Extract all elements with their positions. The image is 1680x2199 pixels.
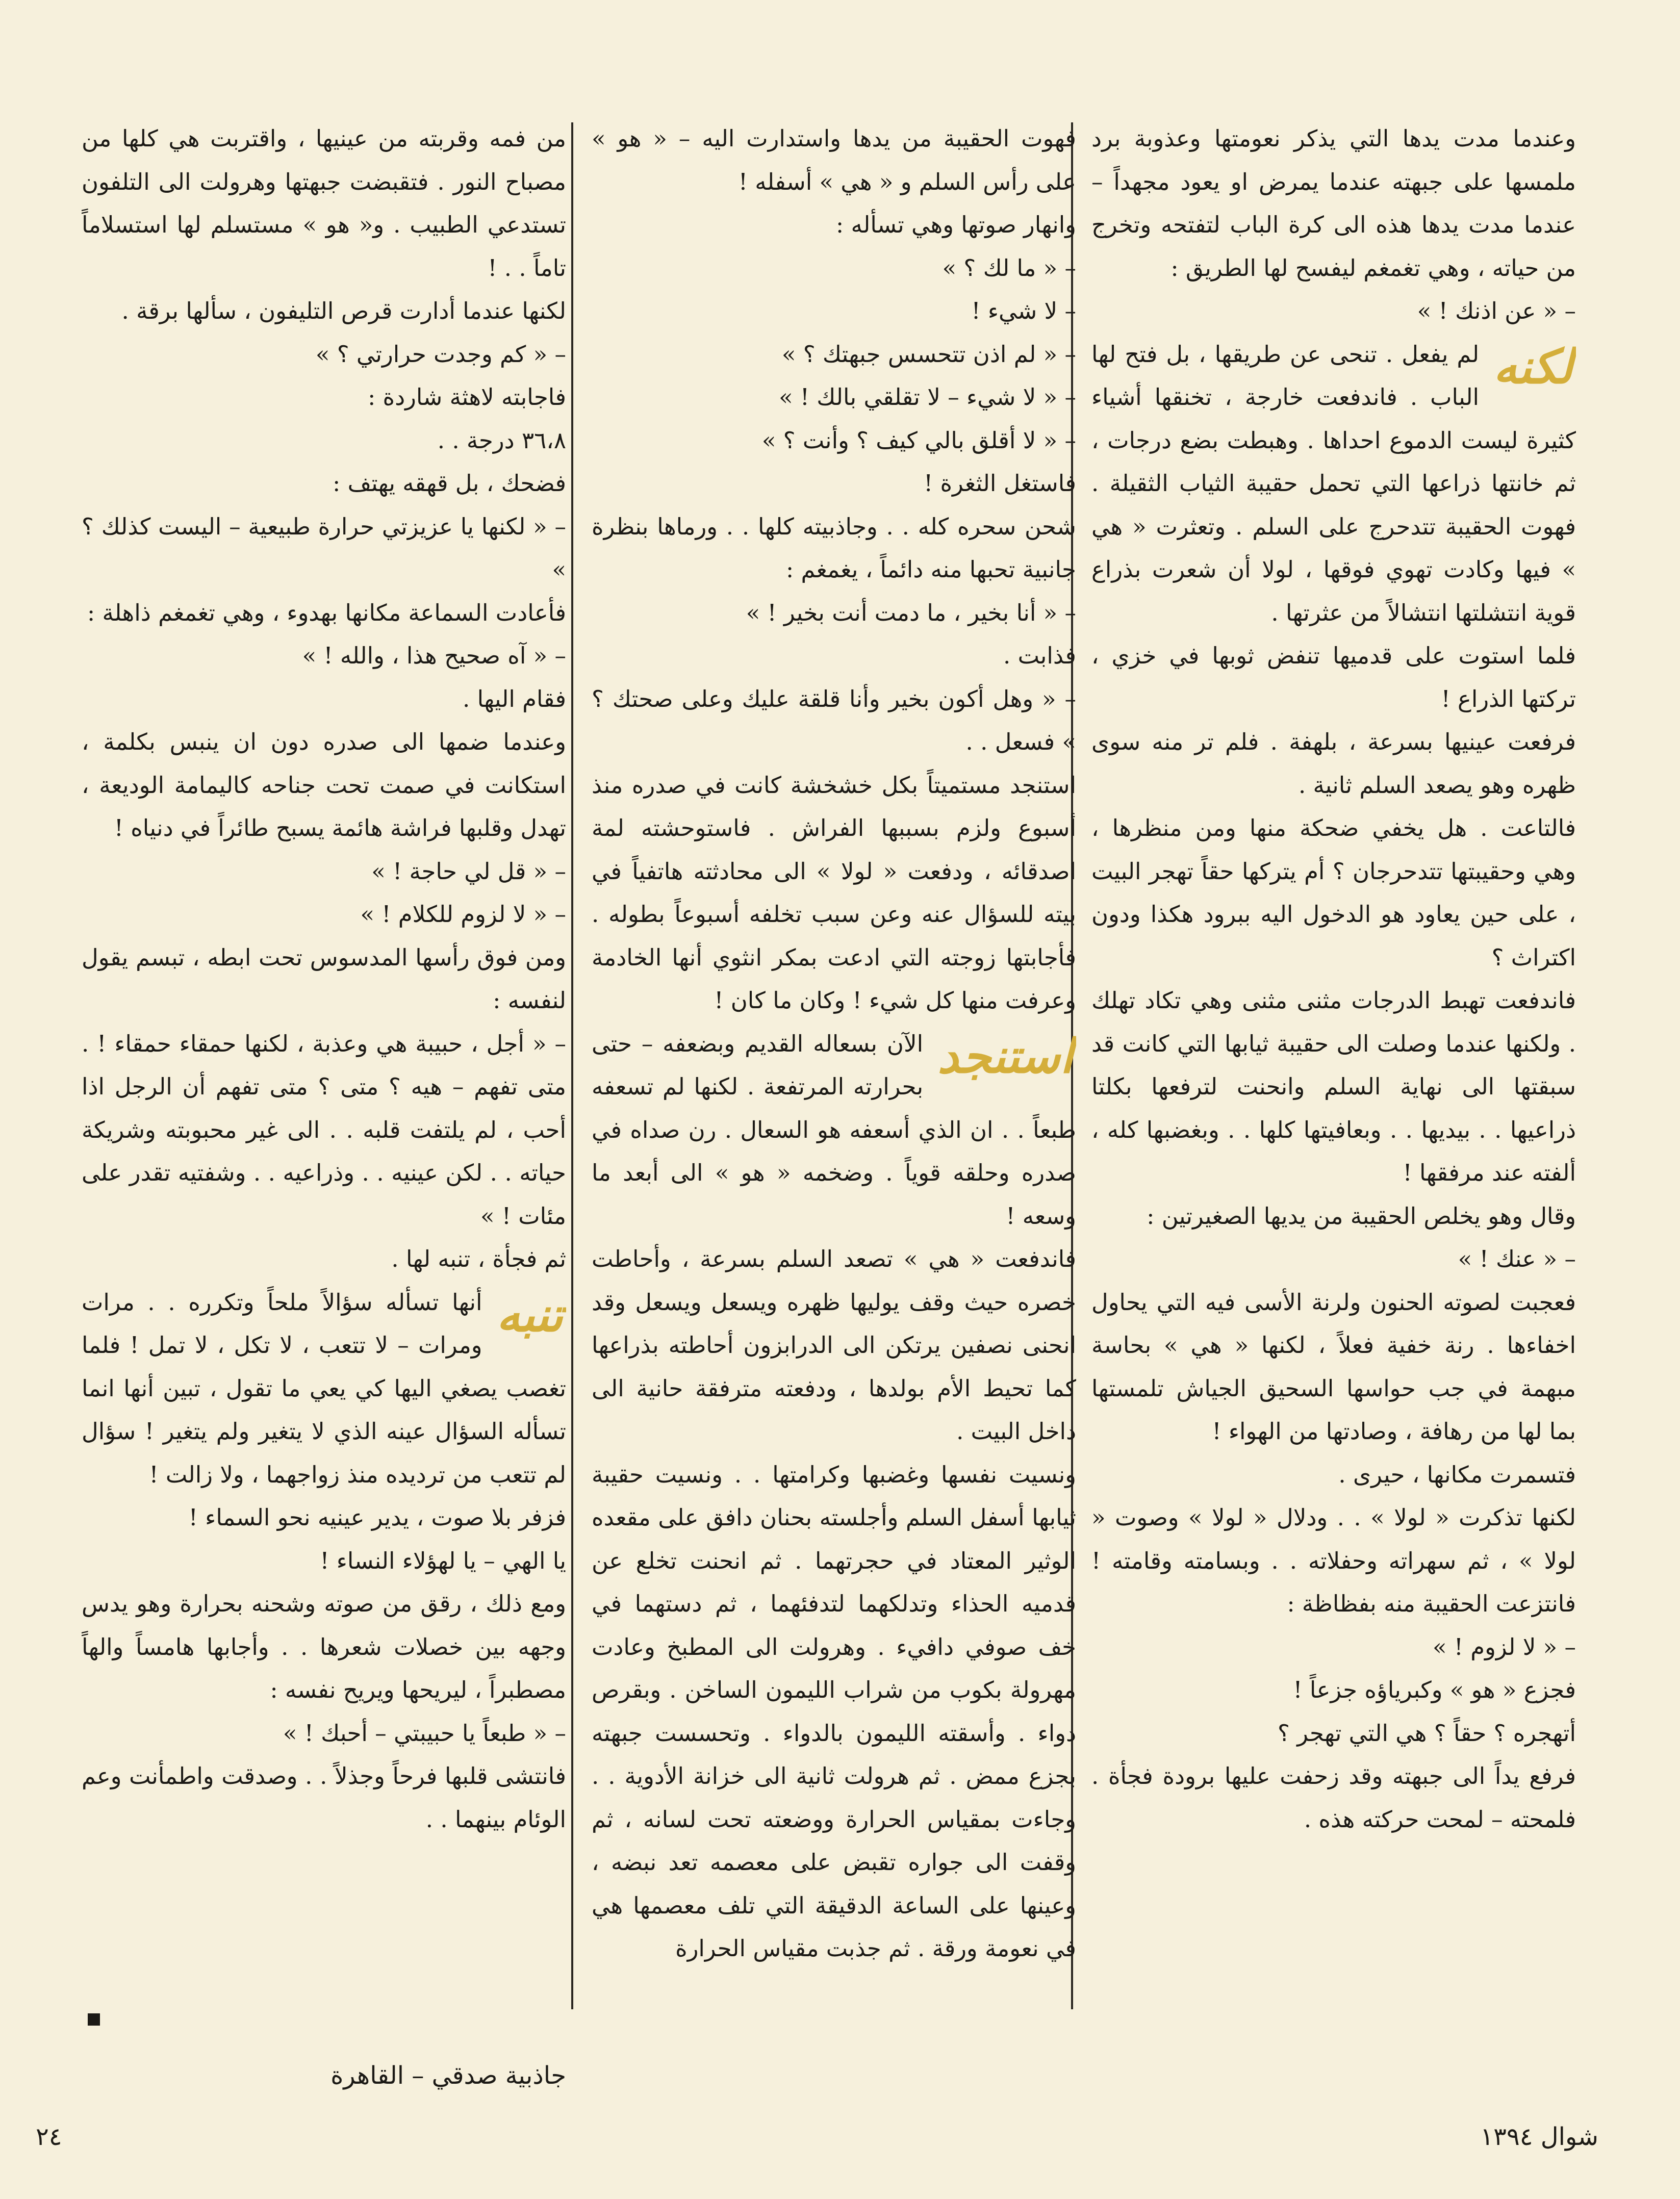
paragraph: فاندفعت تهبط الدرجات مثنى مثنى وهي تكاد تهلك . ولكنها عندما وصلت الى حقيبة ثيابها التي كانت قد سبقتها الى نهاية السلم وانحنت لترفعها بكلتا ذراعيها . . بيديها . . وبعافيتها كلها . . وبغضبها كله ، ألفته عند مرفقها ! — [1091, 987, 1576, 1186]
paragraph: – « طبعاً يا حبيبتي – أحبك ! » — [283, 1719, 566, 1747]
paragraph: شحن سحره كله . . وجاذبيته كلها . . ورماها بنظرة جانبية تحبها منه دائماً ، يغمغم : — [592, 513, 1076, 583]
decorative-headline: تنبه — [496, 1287, 563, 1342]
end-of-article-square-icon — [88, 2013, 100, 2026]
paragraph: فهوت الحقيبة من يدها واستدارت اليه – « هو » على رأس السلم و « هي » أسفله ! — [592, 125, 1076, 195]
paragraph: – « عنك ! » — [1458, 1245, 1576, 1272]
paragraph — [82, 1281, 566, 1497]
paragraph-text: لم يفعل . تنحى عن طريقها ، بل فتح لها الباب . فاندفعت خارجة ، تخنقها أشياء كثيرة ليست الدموع احداها . وهبطت بضع درجات ، ثم خانتها ذراعها التي تحمل حقيبة الثياب الثقيلة . فهوت الحقيبة تتدحرج على السلم . وتعثرت « هي » فيها وكادت تهوي فوقها ، لولا أن شعرت بذراع قوية انتشلتها انتشالاً من عثرتها . — [1091, 340, 1576, 626]
paragraph: فلما استوت على قدميها تنفض ثوبها في خزي ، تركتها الذراع ! — [1091, 642, 1576, 712]
paragraph: ونسيت نفسها وغضبها وكرامتها . . ونسيت حقيبة ثيابها أسفل السلم وأجلسته بحنان دافق على مقعده الوثير المعتاد في حجرتهما . ثم انحنت تخلع عن قدميه الحذاء وتدلكهما لتدفئهما ، ثم دستهما في خف صوفي دافيء . وهرولت الى المطبخ وعادت مهرولة بكوب من شراب الليمون الساخن . وبقرص دواء . وأسقته الليمون بالدواء . وتحسست جبهته بجزع ممض . ثم هرولت ثانية الى خزانة الأدوية . . وجاءت بمقياس الحرارة ووضعته تحت لسانه ، ثم وقفت الى جواره تقبض على معصمه تعد نبضه ، وعينها على الساعة الدقيقة التي تلف معصمها هي في نعومة ورقة . ثم جذبت مقياس الحرارة — [592, 1461, 1076, 1962]
paragraph: فاندفعت « هي » تصعد السلم بسرعة ، وأحاطت خصره حيث وقف يوليها ظهره ويسعل ويسعل وقد انحنى نصفين يرتكن الى الدرابزون أحاطته بذراعها كما تحيط الأم بولدها ، ودفعته مترفقة حانية الى داخل البيت . — [592, 1245, 1076, 1445]
paragraph: – « لم اذن تتحسس جبهتك ؟ » — [781, 340, 1076, 368]
paragraph: فذابت . — [1003, 642, 1076, 669]
paragraph: وانهار صوتها وهي تسأله : — [836, 211, 1076, 238]
paragraph: ثم فجأة ، تنبه لها . — [391, 1245, 566, 1272]
paragraph: – « لا لزوم ! » — [1433, 1633, 1576, 1660]
decorative-headline: استنجد — [937, 1028, 1073, 1084]
issue-date: شوال ١٣٩٤ — [1480, 2123, 1598, 2151]
paragraph-text: الآن بسعاله القديم وبضعفه – حتى بحرارته المرتفعة . لكنها لم تسعفه طبعاً . . ان الذي أسعفه هو السعال . رن صداه في صدره وحلقه قوياً . وضخمه « هو » الى أبعد ما وسعه ! — [592, 1030, 1076, 1230]
paragraph: فاجابته لاهثة شاردة : — [368, 383, 566, 411]
paragraph: وقال وهو يخلص الحقيبة من يديها الصغيرتين : — [1147, 1202, 1576, 1230]
paragraph: فالتاعت . هل يخفي ضحكة منها ومن منظرها ، وهي وحقيبتها تتدحرجان ؟ أم يتركها حقاً تهجر البيت ، على حين يعاود هو الدخول اليه ببرود هكذا ودون اكتراث ؟ — [1091, 814, 1576, 971]
text-column-middle — [592, 117, 1076, 2014]
paragraph: ٣٦،٨ درجة . . — [437, 426, 566, 454]
paragraph: – « أنا بخير ، ما دمت أنت بخير ! » — [746, 599, 1076, 626]
paragraph: فجزع « هو » وكبرياؤه جزعاً ! — [1293, 1676, 1576, 1703]
paragraph — [1091, 333, 1576, 635]
paragraph: وعندما ضمها الى صدره دون ان ينبس بكلمة ، استكانت في صمت تحت جناحه كاليمامة الوديعة ، تهدل وقلبها فراشة هائمة يسبح طائراً في دنياه ! — [82, 728, 566, 841]
text-column-left — [82, 117, 566, 2014]
paragraph: فزفر بلا صوت ، يدير عينيه نحو السماء ! — [188, 1504, 566, 1531]
paragraph: – « آه صحيح هذا ، والله ! » — [302, 642, 566, 669]
paragraph: لكنها عندما أدارت قرص التليفون ، سألها برقة . — [121, 297, 566, 324]
paragraph: فانتشى قلبها فرحاً وجذلاً . . وصدقت واطمأنت وعم الوئام بينهما . . — [82, 1762, 566, 1833]
paragraph: – « لكنها يا عزيزتي حرارة طبيعية – اليست كذلك ؟ » — [82, 513, 566, 583]
paragraph: – « وهل أكون بخير وأنا قلقة عليك وعلى صحتك ؟ » فسعل . . — [592, 685, 1076, 755]
paragraph: – « لا أقلق بالي كيف ؟ وأنت ؟ » — [761, 426, 1076, 454]
paragraph: – لا شيء ! — [971, 297, 1076, 324]
paragraph: فاستغل الثغرة ! — [924, 470, 1076, 497]
paragraph: – « قل لي حاجة ! » — [371, 857, 566, 885]
paragraph: – « لا لزوم للكلام ! » — [360, 901, 566, 928]
paragraph: – « عن اذنك ! » — [1417, 297, 1576, 324]
paragraph: وعندما مدت يدها التي يذكر نعومتها وعذوبة برد ملمسها على جبهته عندما يمرض او يعود مجهداً – عندما مدت يدها هذه الى كرة الباب لتفتحه وتخرج من حياته ، وهي تغمغم ليفسح لها الطريق : — [1091, 125, 1576, 282]
paragraph: استنجد مستميتاً بكل خشخشة كانت في صدره منذ أسبوع ولزم بسببها الفراش . فاستوحشته لمة اصدقائه ، ودفعت « لولا » الى محادثته هاتفياً في بيته للسؤال عنه وعن سبب تخلفه أسبوعاً بطوله . فأجابتها زوجته التي ادعت بمكر انثوي أنها الخادمة وعرفت منها كل شيء ! وكان ما كان ! — [592, 771, 1076, 1014]
paragraph: ومن فوق رأسها المدسوس تحت ابطه ، تبسم يقول لنفسه : — [82, 943, 566, 1014]
decorative-headline: لكنه — [1493, 339, 1573, 394]
paragraph: من فمه وقربته من عينيها ، واقتربت هي كلها من مصباح النور . فتقبضت جبهتها وهرولت الى التلفون تستدعي الطبيب . و« هو » مستسلم لها استسلاماً تاماً . . ! — [82, 125, 566, 282]
paragraph: فرفع يداً الى جبهته وقد زحفت عليها برودة فجأة . فلمحته – لمحت حركته هذه . — [1091, 1762, 1576, 1833]
paragraph: – « أجل ، حبيبة هي وعذبة ، لكنها حمقاء حمقاء ! . متى تفهم – هيه ؟ متى ؟ متى تفهم أن الرجل اذا أحب ، لم يلتفت قلبه . . الى غير محبوبته وشريكة حياته . . لكن عينيه . . وذراعيه . . وشفتيه تقدر على مئات ! » — [82, 1030, 566, 1230]
paragraph: فرفعت عينيها بسرعة ، بلهفة . فلم تر منه سوى ظهره وهو يصعد السلم ثانية . — [1091, 728, 1576, 799]
paragraph: فتسمرت مكانها ، حيرى . — [1338, 1461, 1576, 1488]
paragraph: فعجبت لصوته الحنون ولرنة الأسى فيه التي يحاول اخفاءها . رنة خفية فعلاً ، لكنها « هي » بحاسة مبهمة في جب حواسها السحيق الجياش تلمستها بما لها من رهافة ، وصادتها من الهواء ! — [1091, 1288, 1576, 1445]
paragraph: – « لا شيء – لا تقلقي بالك ! » — [779, 383, 1076, 411]
column-divider — [571, 122, 573, 2009]
paragraph: فأعادت السماعة مكانها بهدوء ، وهي تغمغم ذاهلة : — [87, 599, 566, 626]
paragraph: – « ما لك ؟ » — [942, 254, 1076, 282]
paragraph: يا الهي – يا لهؤلاء النساء ! — [320, 1547, 566, 1574]
paragraph: أتهجره ؟ حقاً ؟ هي التي تهجر ؟ — [1278, 1719, 1576, 1747]
paragraph: لكنها تذكرت « لولا » . . ودلال « لولا » وصوت « لولا » ، ثم سهراته وحفلاته . . وبسامته وقامته ! فانتزعت الحقيبة منه بفظاظة : — [1091, 1504, 1576, 1617]
author-byline: جاذبية صدقي – القاهرة — [330, 2061, 566, 2090]
paragraph — [592, 1022, 1076, 1238]
paragraph: – « كم وجدت حرارتي ؟ » — [315, 340, 566, 368]
paragraph: ومع ذلك ، رقق من صوته وشحنه بحرارة وهو يدس وجهه بين خصلات شعرها . . وأجابها هامساً والهاً مصطبراً ، ليريحها ويريح نفسه : — [82, 1590, 566, 1703]
paragraph-text: أنها تسأله سؤالاً ملحاً وتكرره . . مرات ومرات – لا تتعب ، لا تكل ، لا تمل ! فلما تغصب يصغي اليها كي يعي ما تقول ، تبين أنها انما تسأله السؤال عينه الذي لا يتغير ولم يتغير ! سؤال لم تتعب من ترديده منذ زواجهما ، ولا زالت ! — [82, 1288, 566, 1488]
page-number: ٢٤ — [36, 2123, 62, 2151]
paragraph: فقام اليها . — [462, 685, 566, 712]
text-column-right — [1091, 117, 1576, 2014]
paragraph: فضحك ، بل قهقه يهتف : — [333, 470, 566, 497]
